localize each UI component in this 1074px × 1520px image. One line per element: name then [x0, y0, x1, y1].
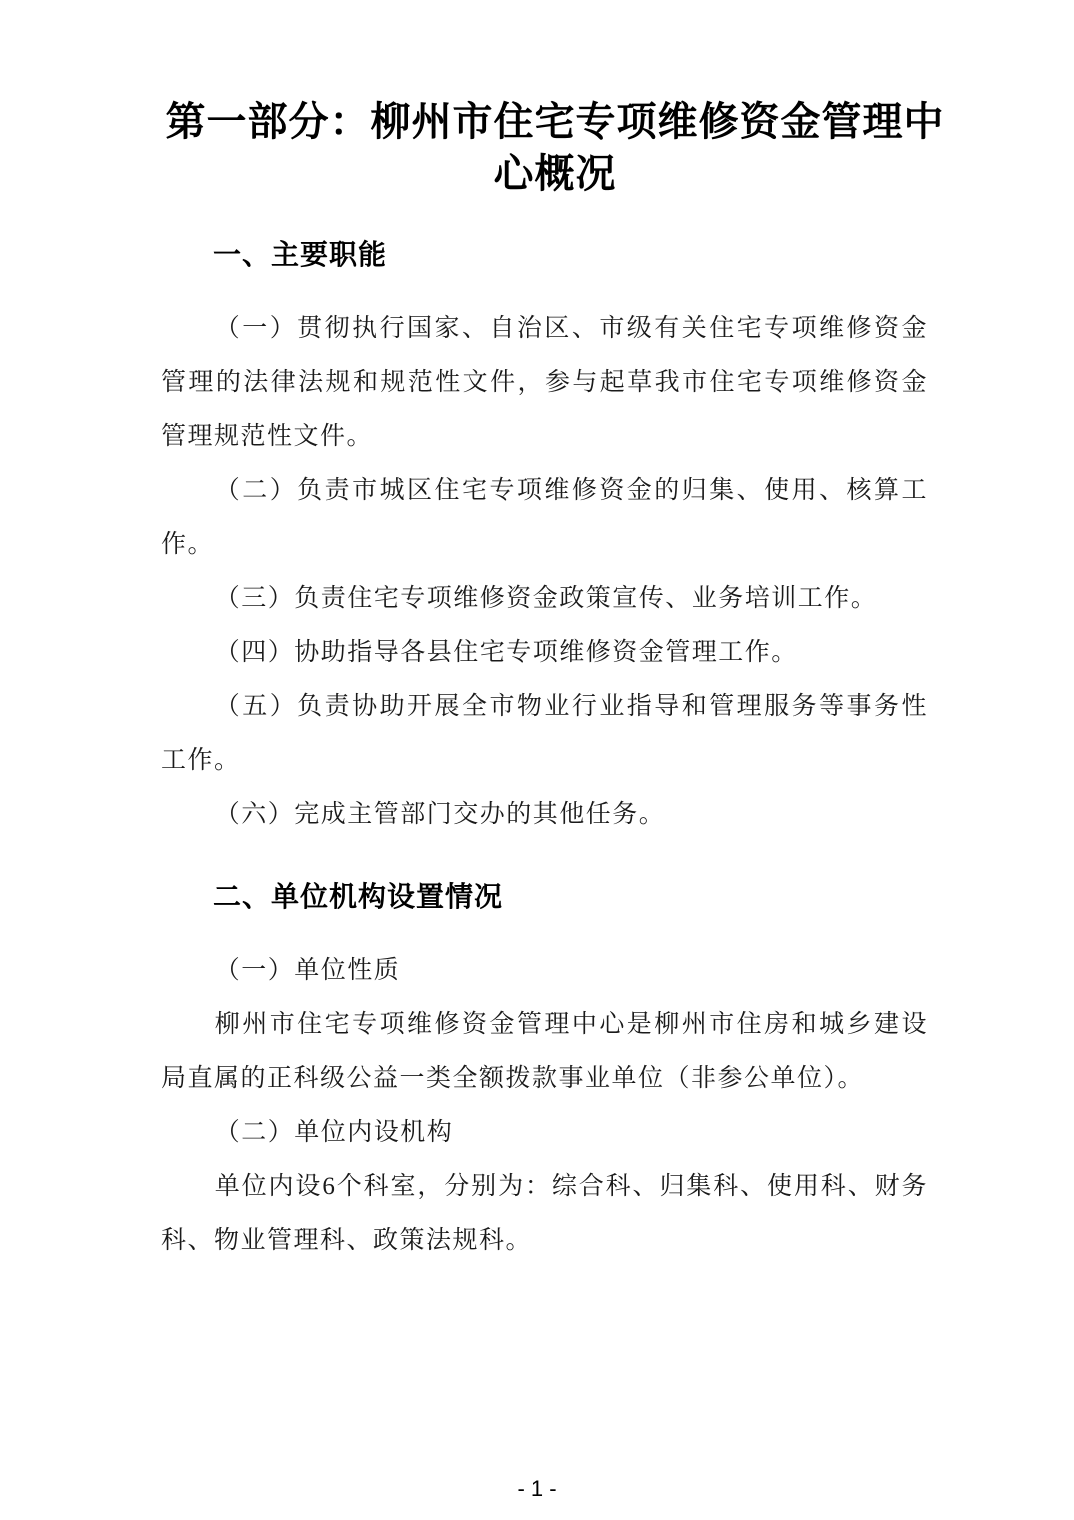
- paragraph-internal-orgs-label: （二）单位内设机构: [214, 1119, 454, 1146]
- paragraph-duty-5: （五）负责协助开展全市物业行业指导和管理服务等事务性工作。: [161, 693, 928, 774]
- paragraph-unit-nature-text: 柳州市住宅专项维修资金管理中心是柳州市住房和城乡建设局直属的正科级公益一类全额拨款事业单位（非参公单位）。: [161, 1011, 928, 1092]
- paragraph-duty-1: （一）贯彻执行国家、自治区、市级有关住宅专项维修资金管理的法律法规和规范性文件，参与起草我市住宅专项维修资金管理规范性文件。: [161, 315, 928, 450]
- page-number: - 1 -: [517, 1476, 557, 1501]
- section-heading-main-duties: 一、主要职能: [213, 239, 388, 270]
- document-title: 第一部分：柳州市住宅专项维修资金管理中心概况: [165, 100, 945, 196]
- section-heading-org-structure: 二、单位机构设置情况: [213, 881, 504, 912]
- paragraph-unit-nature-label: （一）单位性质: [214, 957, 401, 984]
- paragraph-duty-2: （二）负责市城区住宅专项维修资金的归集、使用、核算工作。: [161, 477, 928, 558]
- paragraph-duty-4: （四）协助指导各县住宅专项维修资金管理工作。: [214, 639, 798, 666]
- paragraph-duty-3: （三）负责住宅专项维修资金政策宣传、业务培训工作。: [214, 585, 878, 612]
- paragraph-internal-orgs-text: 单位内设6个科室，分别为：综合科、归集科、使用科、财务科、物业管理科、政策法规科。: [161, 1173, 928, 1254]
- paragraph-duty-6: （六）完成主管部门交办的其他任务。: [214, 801, 666, 828]
